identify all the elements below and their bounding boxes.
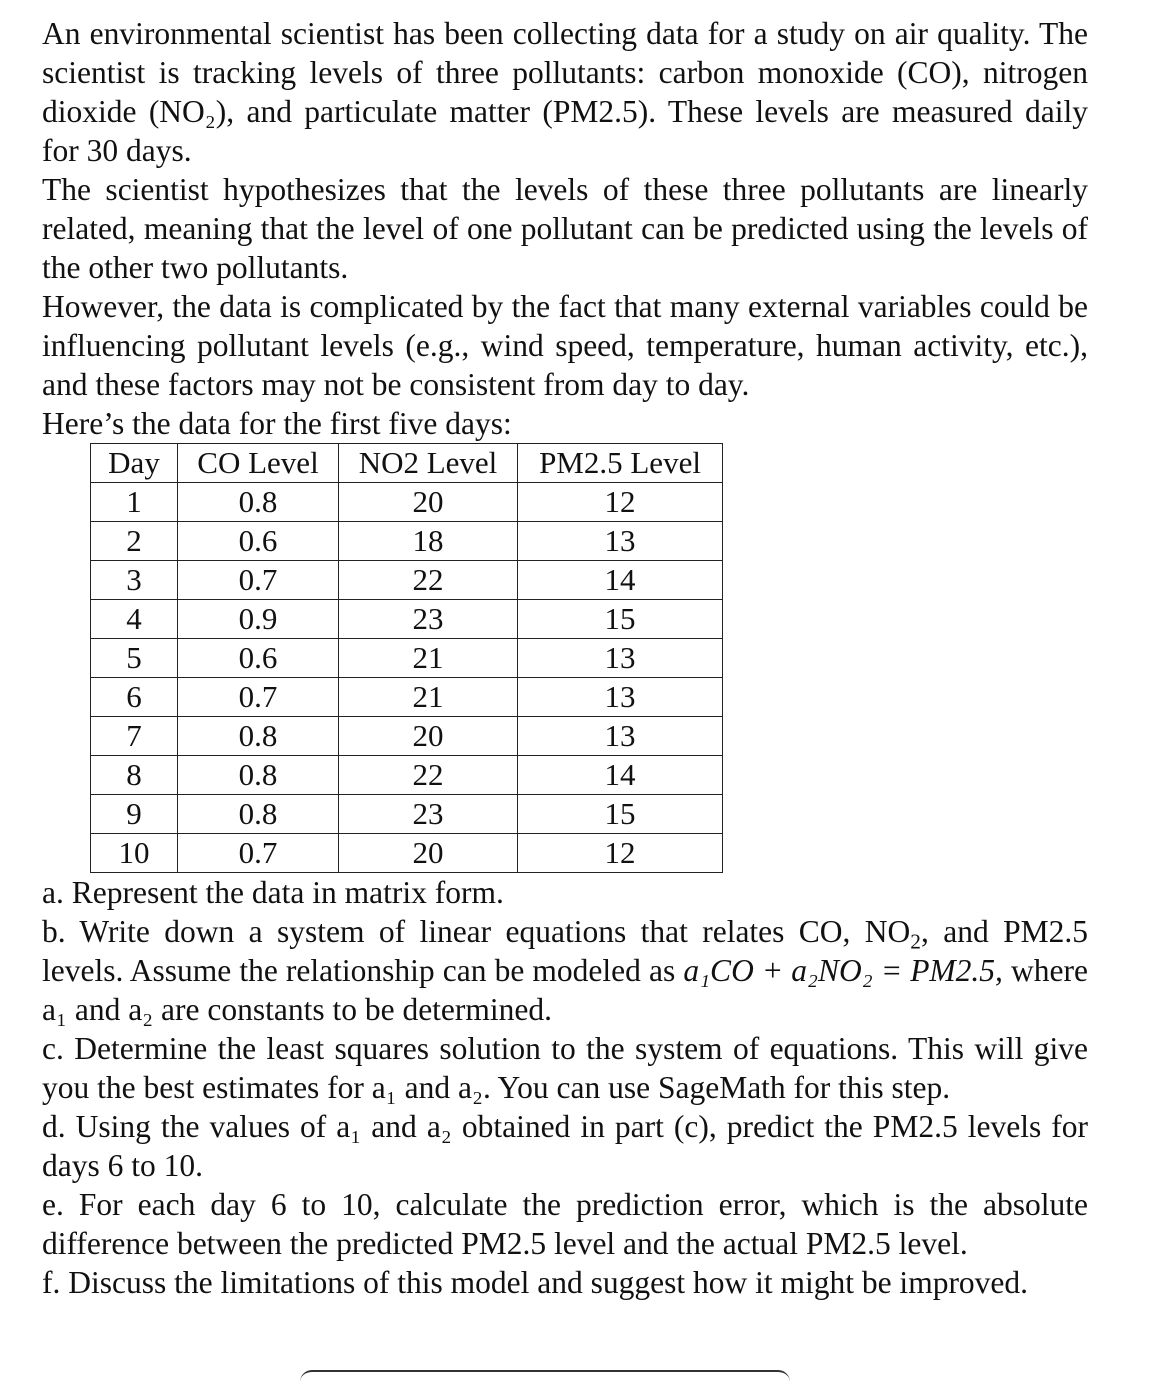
question-f: f. Discuss the limitations of this model and suggest how it might be improved. <box>42 1265 1029 1300</box>
cell-pm25: 14 <box>518 756 723 795</box>
column-header-pm25: PM2.5 Level <box>518 444 723 483</box>
table-row <box>91 717 723 756</box>
cell-day: 8 <box>91 756 178 795</box>
cell-no2: 20 <box>339 483 518 522</box>
cell-pm25: 13 <box>518 522 723 561</box>
cell-pm25: 13 <box>518 717 723 756</box>
cell-co: 0.6 <box>178 639 339 678</box>
table-body <box>91 483 723 873</box>
intro-paragraph-1: An environmental scientist has been collecting data for a study on air quality. The scientist is tracking levels of three pollutants: carbon monoxide (CO), nitrogen dioxide (NO₂), and particulate matter (PM2.5). These levels are measured daily for 30 days. <box>42 16 1088 168</box>
cell-no2: 23 <box>339 600 518 639</box>
cell-day: 3 <box>91 561 178 600</box>
cell-day: 6 <box>91 678 178 717</box>
cell-co: 0.7 <box>178 678 339 717</box>
cell-pm25: 15 <box>518 795 723 834</box>
intro-paragraph-3: However, the data is complicated by the fact that many external variables could be influencing pollutant levels (e.g., wind speed, temperature, human activity, etc.), and these factors may not be consistent from day to day. <box>42 289 1088 402</box>
cell-co: 0.7 <box>178 834 339 873</box>
cell-pm25: 13 <box>518 639 723 678</box>
cell-day: 5 <box>91 639 178 678</box>
document-page <box>42 14 1088 1302</box>
question-e: e. For each day 6 to 10, calculate the prediction error, which is the absolute difference between the predicted PM2.5 level and the actual PM2.5 level. <box>42 1187 1088 1261</box>
cell-pm25: 15 <box>518 600 723 639</box>
cell-no2: 21 <box>339 678 518 717</box>
bottom-divider <box>300 1370 790 1384</box>
question-a: a. Represent the data in matrix form. <box>42 875 504 910</box>
intro-paragraph-4: Here’s the data for the first five days: <box>42 406 512 441</box>
cell-pm25: 12 <box>518 483 723 522</box>
cell-no2: 20 <box>339 717 518 756</box>
cell-co: 0.9 <box>178 600 339 639</box>
table-row <box>91 600 723 639</box>
table-row <box>91 639 723 678</box>
cell-no2: 21 <box>339 639 518 678</box>
cell-day: 9 <box>91 795 178 834</box>
cell-no2: 22 <box>339 756 518 795</box>
question-b-text-1: b. Write down a system of linear equations that relates CO, NO <box>42 914 911 949</box>
cell-day: 2 <box>91 522 178 561</box>
cell-pm25: 14 <box>518 561 723 600</box>
cell-day: 7 <box>91 717 178 756</box>
table-row <box>91 678 723 717</box>
question-b-subscript: 2 <box>910 929 921 954</box>
table-row <box>91 834 723 873</box>
pollutant-data-table <box>90 443 723 873</box>
cell-co: 0.7 <box>178 561 339 600</box>
questions-list <box>42 873 1088 1302</box>
question-d: d. Using the values of a₁ and a₂ obtained in part (c), predict the PM2.5 levels for days 6 to 10. <box>42 1109 1088 1183</box>
cell-day: 10 <box>91 834 178 873</box>
cell-no2: 20 <box>339 834 518 873</box>
column-header-day: Day <box>91 444 178 483</box>
table-row <box>91 795 723 834</box>
intro-paragraph-2: The scientist hypothesizes that the levels of these three pollutants are linearly related, meaning that the level of one pollutant can be predicted using the levels of the other two pollutants. <box>42 172 1088 285</box>
table-row <box>91 483 723 522</box>
cell-no2: 18 <box>339 522 518 561</box>
table-row <box>91 756 723 795</box>
cell-co: 0.8 <box>178 483 339 522</box>
question-b <box>42 912 1088 1029</box>
cell-co: 0.6 <box>178 522 339 561</box>
question-b-text-2: , and PM2.5 levels. Assume the relationship can be modeled as <box>42 914 1088 988</box>
column-header-co: CO Level <box>178 444 339 483</box>
table-header-row <box>91 444 723 483</box>
table-row <box>91 522 723 561</box>
cell-pm25: 13 <box>518 678 723 717</box>
cell-day: 4 <box>91 600 178 639</box>
column-header-no2: NO2 Level <box>339 444 518 483</box>
cell-co: 0.8 <box>178 717 339 756</box>
question-c: c. Determine the least squares solution to the system of equations. This will give you the best estimates for a₁ and a₂. You can use SageMath for this step. <box>42 1031 1088 1105</box>
question-b-text-3: where a₁ and a₂ are constants to be determined. <box>42 953 1088 1027</box>
cell-no2: 23 <box>339 795 518 834</box>
cell-co: 0.8 <box>178 795 339 834</box>
cell-pm25: 12 <box>518 834 723 873</box>
cell-day: 1 <box>91 483 178 522</box>
cell-no2: 22 <box>339 561 518 600</box>
question-b-equation: a₁CO + a₂NO₂ = PM2.5, <box>683 953 1003 988</box>
table-row <box>91 561 723 600</box>
cell-co: 0.8 <box>178 756 339 795</box>
